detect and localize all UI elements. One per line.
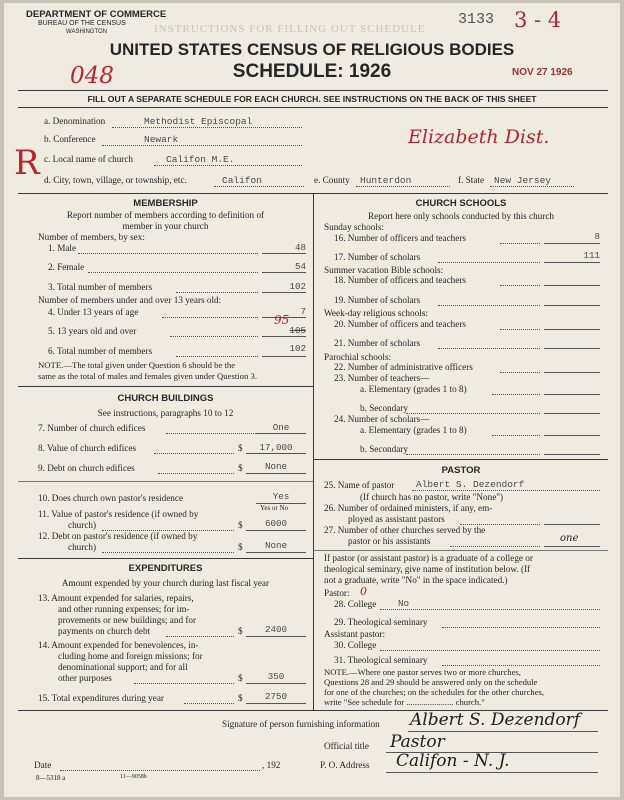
membership-rule bbox=[18, 386, 313, 387]
q9-dollar: $ bbox=[238, 463, 243, 473]
q7-label: 7. Number of church edifices bbox=[38, 423, 146, 433]
q3-leader bbox=[176, 292, 258, 293]
pastor-sub-label: Pastor: bbox=[324, 588, 350, 598]
q24a-leader bbox=[492, 435, 540, 436]
city-line bbox=[214, 186, 304, 187]
pastor-note-4: write "See schedule for ...................... church." bbox=[324, 697, 485, 707]
q3-answer-line bbox=[262, 292, 306, 293]
q17-answer-line bbox=[544, 262, 600, 263]
q14-line-3: denominational support; and for all bbox=[58, 662, 188, 672]
q15-answer-line bbox=[246, 703, 306, 704]
q28-label: 28. College bbox=[334, 599, 377, 609]
graduate-intro-3: not a graduate, write "No" in the space indicated.) bbox=[324, 575, 508, 585]
summer-schools-label: Summer vacation Bible schools: bbox=[324, 265, 444, 275]
q14-line-4: other purposes bbox=[58, 673, 112, 683]
pastor-note-3: for one of the churches; on the schedules for the other churches, bbox=[324, 687, 545, 697]
q15-leader bbox=[184, 703, 234, 704]
q27-label-a: 27. Number of other churches served by the bbox=[324, 525, 486, 535]
q27-value: one bbox=[560, 533, 579, 544]
q7-answer-line bbox=[256, 433, 306, 434]
local-name-value: Califon M.E. bbox=[166, 154, 235, 165]
red-file-number: 3 - 4 bbox=[514, 8, 562, 32]
q22-answer-line bbox=[544, 372, 600, 373]
q6-answer-line bbox=[262, 356, 306, 357]
q4-value: 7 bbox=[300, 306, 306, 317]
q5-leader bbox=[170, 336, 258, 337]
q2-label: 2. Female bbox=[48, 262, 85, 272]
q19-leader bbox=[438, 305, 540, 306]
q14-value: 350 bbox=[267, 671, 285, 682]
red-left-number: 048 bbox=[70, 63, 114, 89]
q22-leader bbox=[500, 372, 540, 373]
q8-value: 17,000 bbox=[259, 442, 293, 453]
q9-value: None bbox=[264, 461, 288, 472]
q7-value: One bbox=[272, 422, 290, 433]
q11-label-b: church) bbox=[68, 520, 97, 530]
q24a-label: a. Elementary (grades 1 to 8) bbox=[360, 425, 467, 435]
assistant-pastor-label: Assistant pastor: bbox=[324, 629, 385, 639]
form-title: UNITED STATES CENSUS OF RELIGIOUS BODIES bbox=[109, 40, 515, 59]
q6-label: 6. Total number of members bbox=[48, 346, 153, 356]
state-value: New Jersey bbox=[494, 175, 552, 186]
pastor-heading: PASTOR bbox=[441, 465, 481, 476]
q16-answer-line bbox=[544, 243, 600, 244]
q23a-label: a. Elementary (grades 1 to 8) bbox=[360, 384, 467, 394]
q27-label-b: pastor or his assistants bbox=[348, 536, 431, 546]
q8-dollar: $ bbox=[238, 443, 243, 453]
q29-label: 29. Theological seminary bbox=[334, 617, 428, 627]
city-label: d. City, town, village, or township, etc. bbox=[44, 175, 187, 185]
q16-label: 16. Number of officers and teachers bbox=[334, 233, 466, 243]
q14-leader bbox=[134, 683, 234, 684]
pastor-note-1: NOTE.—Where one pastor serves two or more churches, bbox=[324, 667, 521, 677]
graduate-intro-1: If pastor (or assistant pastor) is a graduate of a college or bbox=[324, 553, 533, 563]
county-line bbox=[356, 186, 450, 187]
q19-label: 19. Number of scholars bbox=[334, 295, 421, 305]
q23-label: 23. Number of teachers— bbox=[334, 373, 430, 383]
q8-answer-line bbox=[246, 453, 306, 454]
county-value: Hunterdon bbox=[360, 175, 412, 186]
q2-answer-line bbox=[262, 272, 306, 273]
q18-answer-line bbox=[544, 285, 600, 286]
q31-line bbox=[442, 665, 600, 666]
q15-dollar: $ bbox=[238, 693, 243, 703]
q27-answer-line bbox=[544, 546, 600, 547]
q16-leader bbox=[500, 243, 540, 244]
po-address-value: Califon - N. J. bbox=[396, 751, 510, 771]
q6-leader bbox=[176, 356, 258, 357]
q14-line-1: 14. Amount expended for benevolences, in- bbox=[38, 640, 199, 650]
graduate-intro-2: theological seminary, give name of institution below. (If bbox=[324, 564, 531, 574]
date-stamp: NOV 27 1926 bbox=[512, 67, 573, 78]
q14-answer-line bbox=[246, 683, 306, 684]
weekday-schools-label: Week-day religious schools: bbox=[324, 308, 428, 318]
official-title-label: Official title bbox=[324, 741, 369, 751]
city-value: Califon bbox=[222, 175, 262, 186]
q30-label: 30. College bbox=[334, 640, 377, 650]
census-schedule-form bbox=[4, 3, 620, 797]
date-label: Date bbox=[34, 760, 52, 770]
official-title-value: Pastor bbox=[390, 732, 445, 752]
q7-leader bbox=[166, 433, 258, 434]
q13-line-1: 13. Amount expended for salaries, repairs, bbox=[38, 593, 194, 603]
parochial-schools-label: Parochial schools: bbox=[324, 352, 392, 362]
q12-dollar: $ bbox=[238, 542, 243, 552]
date-year: , 192 bbox=[262, 760, 281, 770]
members-by-sex-label: Number of members, by sex: bbox=[38, 232, 145, 242]
q25-label: 25. Name of pastor bbox=[324, 480, 395, 490]
q10-label: 10. Does church own pastor's residence bbox=[38, 493, 184, 503]
stamp-number: 3133 bbox=[458, 11, 495, 28]
q31-label: 31. Theological seminary bbox=[334, 655, 428, 665]
q18-leader bbox=[500, 285, 540, 286]
q3-value: 102 bbox=[289, 281, 306, 292]
q1-label: 1. Male bbox=[48, 243, 77, 253]
buildings-mid-rule bbox=[18, 481, 313, 482]
q2-value: 54 bbox=[294, 261, 306, 272]
q11-value: 6000 bbox=[264, 518, 288, 529]
denomination-line bbox=[112, 127, 302, 128]
q21-leader bbox=[438, 348, 540, 349]
po-address-line bbox=[386, 772, 598, 773]
county-label: e. County bbox=[314, 175, 350, 185]
q11-answer-line bbox=[246, 530, 306, 531]
dept-line-2: BUREAU OF THE CENSUS bbox=[38, 20, 126, 27]
q24b-answer-line bbox=[544, 454, 600, 455]
conference-line bbox=[102, 145, 302, 146]
q15-value: 2750 bbox=[264, 691, 288, 702]
q30-line bbox=[380, 650, 600, 651]
q1-leader bbox=[78, 253, 258, 254]
q26-label-b: ployed as assistant pastors bbox=[348, 514, 445, 524]
q20-answer-line bbox=[544, 329, 600, 330]
q6-value: 102 bbox=[289, 343, 306, 354]
q14-line-2: cluding home and foreign missions; for bbox=[58, 651, 203, 661]
form-number: 8—5318 a bbox=[36, 774, 66, 782]
q25-line bbox=[412, 490, 600, 491]
sunday-schools-label: Sunday schools: bbox=[324, 222, 384, 232]
q5-value: 105 bbox=[289, 325, 306, 336]
q23b-answer-line bbox=[544, 413, 600, 414]
bleed-through-text: INSTRUCTIONS FOR FILLING OUT SCHEDULE bbox=[154, 23, 426, 35]
q20-label: 20. Number of officers and teachers bbox=[334, 319, 466, 329]
dept-line-1: DEPARTMENT OF COMMERCE bbox=[26, 9, 167, 20]
q16-value: 8 bbox=[594, 231, 600, 242]
q4-label: 4. Under 13 years of age bbox=[48, 307, 139, 317]
q28-line bbox=[380, 609, 600, 610]
q13-answer-line bbox=[246, 636, 306, 637]
schools-rule bbox=[314, 459, 608, 460]
q24b-leader bbox=[406, 454, 540, 455]
q21-answer-line bbox=[544, 348, 600, 349]
q13-leader bbox=[166, 636, 234, 637]
q25-note: (If church has no pastor, write "None") bbox=[360, 492, 504, 502]
q8-leader bbox=[154, 453, 234, 454]
q13-dollar: $ bbox=[238, 626, 243, 636]
q24-label: 24. Number of scholars— bbox=[334, 414, 430, 424]
membership-note-1: NOTE.—The total given under Question 6 should be the bbox=[38, 360, 236, 370]
schools-heading: CHURCH SCHOOLS bbox=[415, 198, 507, 209]
denomination-value: Methodist Episcopal bbox=[144, 116, 253, 127]
q15-label: 15. Total expenditures during year bbox=[38, 693, 164, 703]
q8-label: 8. Value of church edifices bbox=[38, 443, 137, 453]
q12-label-a: 12. Debt on pastor's residence (if owned by bbox=[38, 531, 198, 541]
state-label: f. State bbox=[458, 175, 485, 185]
q20-leader bbox=[500, 329, 540, 330]
q13-value: 2400 bbox=[264, 624, 288, 635]
separate-schedule-instruction: FILL OUT A SEPARATE SCHEDULE FOR EACH CHURCH. SEE INSTRUCTIONS ON THE BACK OF THIS SHEET bbox=[87, 94, 537, 104]
schedule-title: SCHEDULE: 1926 bbox=[232, 61, 392, 82]
q5-red-correction: 95 bbox=[274, 313, 290, 327]
age-intro-label: Number of members under and over 13 years old: bbox=[38, 295, 222, 305]
membership-note-2: same as the total of males and females given under Question 3. bbox=[38, 371, 258, 381]
signature-label: Signature of person furnishing information bbox=[222, 719, 380, 729]
expenditures-heading: EXPENDITURES bbox=[128, 563, 203, 574]
membership-intro-1: Report number of members according to definition of bbox=[66, 210, 265, 220]
yes-or-no-hint: Yes or No bbox=[260, 504, 289, 512]
q28-value: No bbox=[398, 598, 410, 609]
q21-label: 21. Number of scholars bbox=[334, 338, 421, 348]
district-note: Elizabeth Dist. bbox=[408, 126, 550, 148]
q5-answer-line bbox=[262, 336, 306, 337]
denomination-label: a. Denomination bbox=[44, 116, 106, 126]
q19-answer-line bbox=[544, 305, 600, 306]
q2-leader bbox=[88, 272, 258, 273]
conference-value: Newark bbox=[144, 134, 179, 145]
q24b-label: b. Secondary bbox=[360, 444, 408, 454]
buildings-heading: CHURCH BUILDINGS bbox=[117, 393, 214, 404]
q13-line-3: provements or new buildings; and for bbox=[58, 615, 197, 625]
signature-value: Albert S. Dezendorf bbox=[410, 710, 581, 730]
q12-leader bbox=[102, 552, 234, 553]
membership-intro-2: member in your church bbox=[122, 221, 209, 231]
q9-leader bbox=[158, 473, 234, 474]
local-name-label: c. Local name of church bbox=[44, 154, 134, 164]
print-number: 11—9058b bbox=[120, 774, 147, 780]
q27-leader bbox=[450, 546, 540, 547]
po-address-label: P. O. Address bbox=[320, 760, 370, 770]
date-line bbox=[60, 770, 260, 771]
q4-leader bbox=[162, 317, 258, 318]
q26-label-a: 26. Number of ordained ministers, if any, em- bbox=[324, 503, 493, 513]
red-r-mark: R bbox=[14, 143, 40, 183]
q5-label: 5. 13 years old and over bbox=[48, 326, 137, 336]
q13-line-2: and other running expenses; for im- bbox=[58, 604, 190, 614]
q17-value: 111 bbox=[583, 250, 600, 261]
q22-label: 22. Number of administrative officers bbox=[334, 362, 473, 372]
q1-answer-line bbox=[262, 253, 306, 254]
q26-answer-line bbox=[544, 524, 600, 525]
header-rule-2 bbox=[18, 107, 608, 108]
q18-label: 18. Number of officers and teachers bbox=[334, 275, 466, 285]
conference-label: b. Conference bbox=[44, 134, 96, 144]
q14-dollar: $ bbox=[238, 673, 243, 683]
q29-line bbox=[442, 627, 600, 628]
pastor-mid-rule bbox=[314, 550, 608, 551]
expenditures-sub: Amount expended by your church during last fiscal year bbox=[61, 578, 270, 588]
buildings-rule bbox=[18, 558, 313, 559]
q17-leader bbox=[438, 262, 540, 263]
column-divider bbox=[313, 193, 314, 710]
q25-value: Albert S. Dezendorf bbox=[416, 479, 525, 490]
q9-answer-line bbox=[246, 473, 306, 474]
q23b-label: b. Secondary bbox=[360, 403, 408, 413]
q23a-leader bbox=[492, 394, 540, 395]
q3-label: 3. Total number of members bbox=[48, 282, 153, 292]
buildings-sub: See instructions, paragraphs 10 to 12 bbox=[97, 408, 234, 418]
q17-label: 17. Number of scholars bbox=[334, 252, 421, 262]
q11-label-a: 11. Value of pastor's residence (if owned by bbox=[38, 509, 199, 519]
q11-dollar: $ bbox=[238, 520, 243, 530]
header-rule bbox=[18, 90, 608, 91]
q24a-answer-line bbox=[544, 435, 600, 436]
dept-line-3: WASHINGTON bbox=[66, 29, 108, 35]
membership-heading: MEMBERSHIP bbox=[133, 198, 198, 209]
q12-answer-line bbox=[246, 552, 306, 553]
schools-sub: Report here only schools conducted by this church bbox=[367, 211, 554, 221]
q9-label: 9. Debt on church edifices bbox=[38, 463, 135, 473]
q13-line-4: payments on church debt bbox=[58, 626, 151, 636]
q12-value: None bbox=[264, 540, 288, 551]
state-line bbox=[490, 186, 574, 187]
pastor-note-2: Questions 28 and 29 should be answered only on the schedule bbox=[324, 677, 538, 687]
q10-value: Yes bbox=[272, 491, 290, 502]
pastor-red-mark: 0 bbox=[360, 585, 367, 598]
q12-label-b: church) bbox=[68, 542, 97, 552]
q23a-answer-line bbox=[544, 394, 600, 395]
local-name-line bbox=[154, 165, 302, 166]
q1-value: 48 bbox=[294, 242, 306, 253]
